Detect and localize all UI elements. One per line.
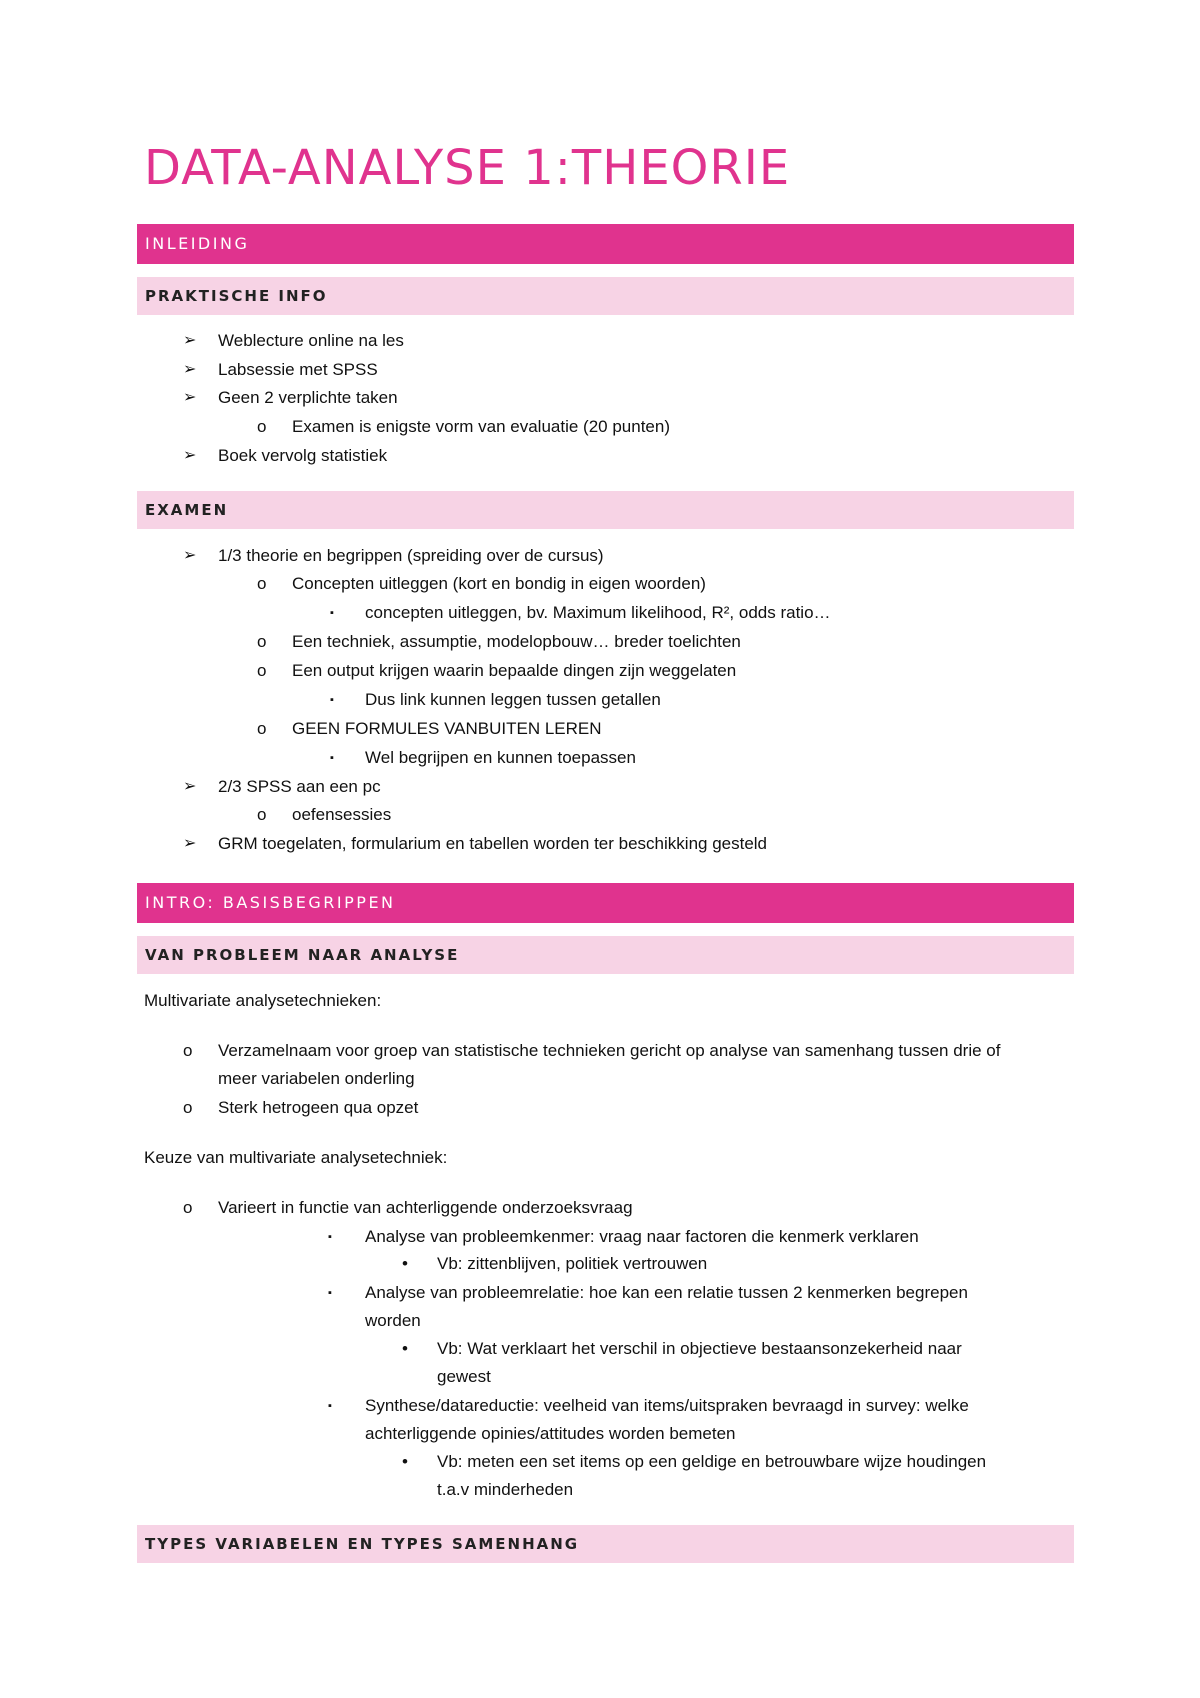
list-item: Concepten uitleggen (kort en bondig in eigen woorden) — [292, 574, 706, 593]
square-bullet: ▪ — [328, 1400, 332, 1412]
square-bullet: ▪ — [328, 1287, 332, 1299]
arrow-bullet: ➢ — [183, 447, 197, 464]
square-bullet: ▪ — [328, 1231, 332, 1243]
arrow-bullet: ➢ — [183, 332, 197, 349]
circle-bullet: o — [183, 1041, 193, 1060]
circle-bullet: o — [183, 1198, 193, 1217]
heading-types-variabelen: TYPES VARIABELEN EN TYPES SAMENHANG — [137, 1525, 1074, 1563]
arrow-bullet: ➢ — [183, 389, 197, 406]
list-item-continuation: achterliggende opinies/attitudes worden bemeten — [365, 1424, 736, 1443]
list-item: Labsessie met SPSS — [218, 360, 378, 379]
circle-bullet: o — [257, 661, 267, 680]
list-item: GEEN FORMULES VANBUITEN LEREN — [292, 719, 602, 738]
list-item: concepten uitleggen, bv. Maximum likelihood, R², odds ratio… — [365, 603, 831, 622]
circle-bullet: o — [257, 719, 267, 738]
list-item: Boek vervolg statistiek — [218, 446, 388, 465]
list-item: Een output krijgen waarin bepaalde dingen zijn weggelaten — [292, 661, 737, 680]
square-bullet: ▪ — [330, 607, 334, 619]
list-item: Vb: meten een set items op een geldige en betrouwbare wijze houdingen — [437, 1452, 987, 1471]
list-item: Analyse van probleemrelatie: hoe kan een relatie tussen 2 kenmerken begrepen — [365, 1283, 968, 1302]
list-item: Vb: Wat verklaart het verschil in objectieve bestaansonzekerheid naar — [437, 1339, 962, 1358]
list-item: 1/3 theorie en begrippen (spreiding over de cursus) — [218, 546, 604, 565]
square-bullet: ▪ — [330, 694, 334, 706]
dot-bullet: • — [402, 1339, 408, 1358]
list-item: Dus link kunnen leggen tussen getallen — [365, 690, 661, 709]
square-bullet: ▪ — [330, 752, 334, 764]
list-item: Vb: zittenblijven, politiek vertrouwen — [437, 1254, 708, 1273]
circle-bullet: o — [257, 805, 267, 824]
list-item: Examen is enigste vorm van evaluatie (20 punten) — [292, 417, 670, 436]
list-item: Geen 2 verplichte taken — [218, 388, 398, 407]
list-item: Analyse van probleemkenmer: vraag naar factoren die kenmerk verklaren — [365, 1227, 919, 1246]
heading-praktische-info: PRAKTISCHE INFO — [137, 277, 1074, 315]
list-item: Weblecture online na les — [218, 331, 404, 350]
paragraph-heading: Multivariate analysetechnieken: — [144, 991, 382, 1010]
circle-bullet: o — [257, 632, 267, 651]
arrow-bullet: ➢ — [183, 835, 197, 852]
list-item: GRM toegelaten, formularium en tabellen worden ter beschikking gesteld — [218, 834, 768, 853]
list-item-continuation: meer variabelen onderling — [218, 1069, 415, 1088]
list-item: Verzamelnaam voor groep van statistische technieken gericht op analyse van samenhang tussen drie of — [218, 1041, 1001, 1060]
list-item: Wel begrijpen en kunnen toepassen — [365, 748, 636, 767]
list-item: Sterk hetrogeen qua opzet — [218, 1098, 419, 1117]
circle-bullet: o — [183, 1098, 193, 1117]
circle-bullet: o — [257, 574, 267, 593]
dot-bullet: • — [402, 1452, 408, 1471]
arrow-bullet: ➢ — [183, 778, 197, 795]
list-item: oefensessies — [292, 805, 392, 824]
list-item: 2/3 SPSS aan een pc — [218, 777, 381, 796]
heading-examen: EXAMEN — [137, 491, 1074, 529]
heading-intro-basisbegrippen: INTRO: BASISBEGRIPPEN — [137, 883, 1074, 923]
list-item: Synthese/datareductie: veelheid van items/uitspraken bevraagd in survey: welke — [365, 1396, 969, 1415]
list-item: Een techniek, assumptie, modelopbouw… breder toelichten — [292, 632, 741, 651]
dot-bullet: • — [402, 1254, 408, 1273]
list-item-continuation: gewest — [437, 1367, 491, 1386]
heading-van-probleem-naar-analyse: VAN PROBLEEM NAAR ANALYSE — [137, 936, 1074, 974]
list-item-continuation: worden — [365, 1311, 421, 1330]
arrow-bullet: ➢ — [183, 547, 197, 564]
paragraph-heading: Keuze van multivariate analysetechniek: — [144, 1148, 448, 1167]
arrow-bullet: ➢ — [183, 361, 197, 378]
document-title: DATA-ANALYSE 1:THEORIE — [144, 140, 791, 196]
circle-bullet: o — [257, 417, 267, 436]
list-item-continuation: t.a.v minderheden — [437, 1480, 574, 1499]
list-item: Varieert in functie van achterliggende onderzoeksvraag — [218, 1198, 633, 1217]
heading-inleiding: INLEIDING — [137, 224, 1074, 264]
